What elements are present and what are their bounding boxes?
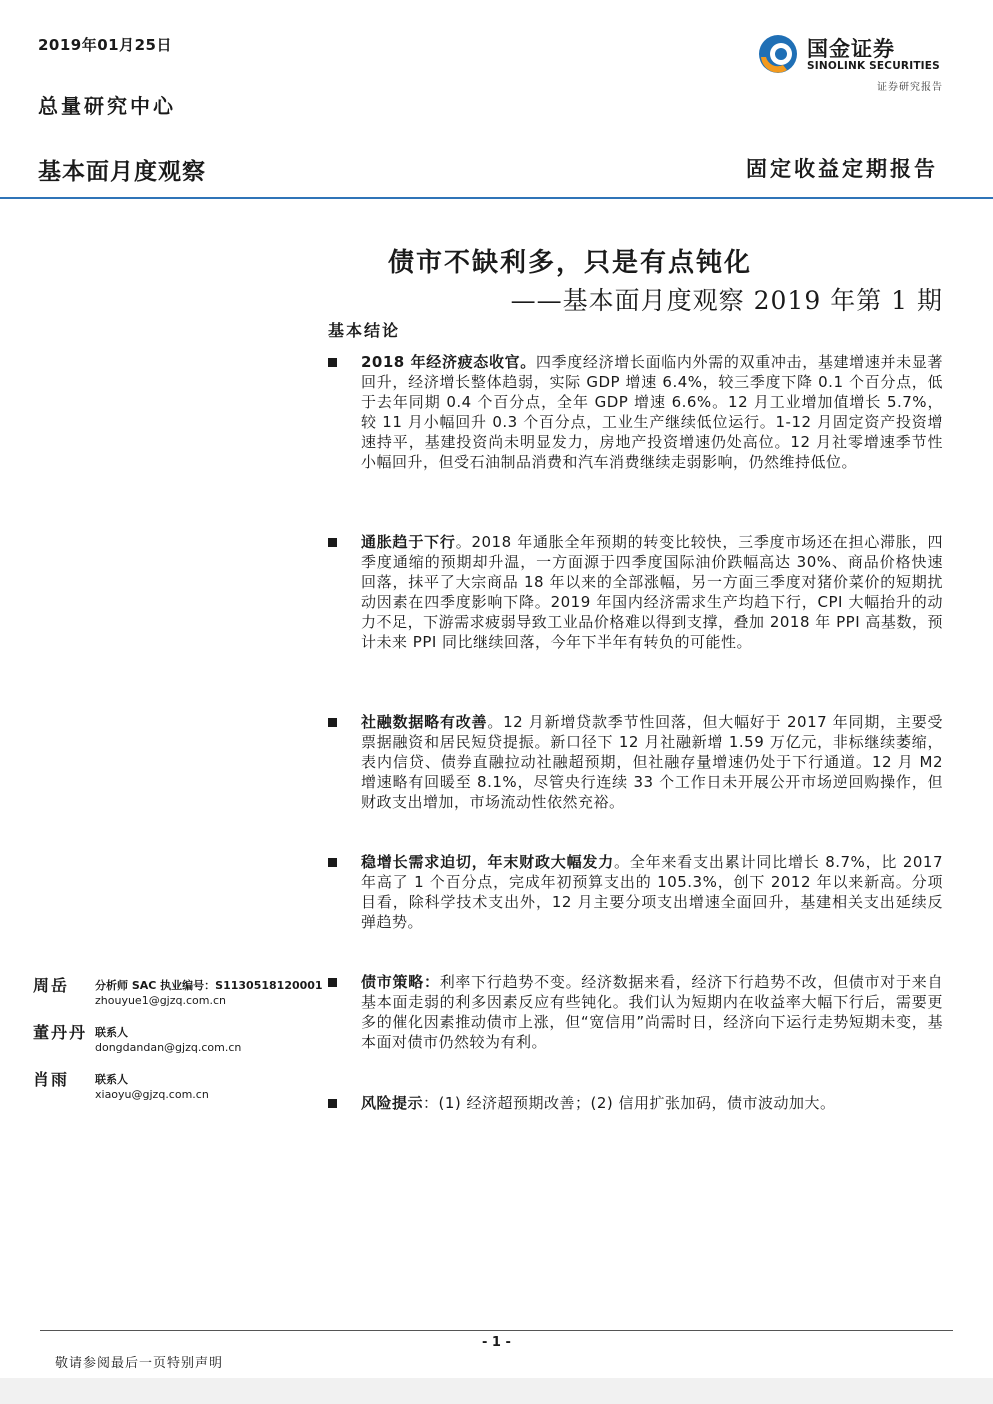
report-subtitle: ——基本面月度观察 2019 年第 1 期 — [510, 286, 943, 315]
conclusion-lead: 2018 年经济疲态收官。 — [361, 353, 536, 371]
analyst-name: 周岳 — [33, 976, 70, 995]
analyst-role: 联系人 — [95, 1073, 128, 1086]
conclusion-lead: 债市策略： — [361, 973, 440, 991]
footer-disclaimer: 敬请参阅最后一页特别声明 — [55, 1356, 224, 1371]
conclusion-text — [361, 972, 943, 1052]
conclusion-lead: 通胀趋于下行 — [361, 533, 456, 551]
bullet-square-icon — [328, 1099, 337, 1108]
conclusion-body: 四季度经济增长面临内外需的双重冲击，基建增速并未显著回升，经济增长整体趋弱，实际 GDP 增速 6.4%，较三季度下降 0.1 个百分点，低于去年同期 0.4 个百分点，全年 GDP 增速 6.6%。12 月工业增加值增长 5.7%，较 11 月小幅回升 0.3 个百分点，工业生产继续低位运行。1-12 月固定资产投资增速持平，基建投资尚未明显发力，房地产投资增速仍处高位。12 月社零增速季节性小幅回升，但受石油制品消费和汽车消费继续走弱影响，仍然维持低位。 — [361, 353, 943, 471]
section-heading: 基本结论 — [328, 321, 401, 340]
report-title: 债市不缺利多，只是有点钝化 — [388, 248, 753, 278]
conclusion-body: 。全年来看支出累计同比增长 8.7%，比 2017 年高了 1 个百分点，完成年初预算支出的 105.3%，创下 2012 年以来新高。分项目看，除科学技术支出外，12 月主要分项支出增速全面回升，基建相关支出延续反弹趋势。 — [361, 853, 943, 931]
bullet-square-icon — [328, 858, 337, 867]
research-center-name: 总量研究中心 — [38, 94, 176, 118]
conclusion-body: ：(1) 经济超预期改善；(2) 信用扩张加码，债市波动加大。 — [423, 1094, 836, 1112]
sinolink-logo — [757, 31, 947, 79]
page-number: - 1 - — [482, 1335, 511, 1350]
conclusion-lead: 社融数据略有改善 — [361, 713, 488, 731]
analyst-email[interactable]: dongdandan@gjzq.com.cn — [95, 1041, 242, 1054]
logo-english-name: SINOLINK SECURITIES — [807, 60, 940, 72]
analyst-name: 肖雨 — [33, 1070, 70, 1089]
logo-chinese-name: 国金证券 — [807, 37, 895, 61]
bullet-square-icon — [328, 538, 337, 547]
footer-divider — [40, 1330, 953, 1331]
report-type-label: 固定收益定期报告 — [746, 156, 938, 181]
conclusion-body: 。2018 年通胀全年预期的转变比较快，三季度市场还在担心滞胀，四季度通缩的预期却升温，一方面源于四季度国际油价跌幅高达 30%、商品价格快速回落，抹平了大宗商品 18 年以来的全部涨幅，另一方面三季度对猪价菜价的短期扰动因素在四季度影响下降。2019 年国内经济需求生产均趋下行，CPI 大幅抬升的动力不足，下游需求疲弱导致工业品价格难以得到支撑，叠加 2018 年 PPI 高基数，预计未来 PPI 同比继续回落，今年下半年有转负的可能性。 — [361, 533, 943, 651]
analyst-name: 董丹丹 — [33, 1023, 88, 1042]
conclusion-text — [361, 352, 943, 472]
bullet-square-icon — [328, 718, 337, 727]
conclusion-text — [361, 852, 943, 932]
bullet-square-icon — [328, 978, 337, 987]
header-divider — [0, 197, 993, 199]
analyst-role: 分析师 SAC 执业编号：S1130518120001 — [95, 979, 323, 992]
analyst-role: 联系人 — [95, 1026, 128, 1039]
footer-band — [0, 1378, 993, 1404]
bullet-square-icon — [328, 358, 337, 367]
conclusion-text — [361, 532, 943, 652]
report-date: 2019年01月25日 — [38, 36, 172, 54]
conclusion-lead: 稳增长需求迫切，年末财政大幅发力 — [361, 853, 615, 871]
sinolink-logo-icon — [757, 33, 799, 75]
analyst-email[interactable]: xiaoyu@gjzq.com.cn — [95, 1088, 209, 1101]
conclusion-text — [361, 712, 943, 812]
conclusion-body: 利率下行趋势不变。经济数据来看，经济下行趋势不改，但债市对于来自基本面走弱的利多因素反应有些钝化。我们认为短期内在收益率大幅下行后，需要更多的催化因素推动债市上涨，但“宽信用”尚需时日，经济向下运行走势短期未变，基本面对债市仍然较为有利。 — [361, 973, 943, 1051]
logo-subtitle: 证券研究报告 — [877, 82, 943, 93]
conclusion-body: 。12 月新增贷款季节性回落，但大幅好于 2017 年同期，主要受票据融资和居民短贷提振。新口径下 12 月社融新增 1.59 万亿元，非标继续萎缩，表内信贷、债券直融拉动社融超预期，但社融存量增速仍处于下行通道。12 月 M2 增速略有回暖至 8.1%，尽管央行连续 33 个工作日未开展公开市场逆回购操作，但财政支出增加，市场流动性依然充裕。 — [361, 713, 943, 811]
report-series-name: 基本面月度观察 — [38, 159, 206, 185]
conclusion-lead: 风险提示 — [361, 1094, 424, 1112]
analyst-email[interactable]: zhouyue1@gjzq.com.cn — [95, 994, 226, 1007]
conclusion-text — [361, 1093, 943, 1113]
